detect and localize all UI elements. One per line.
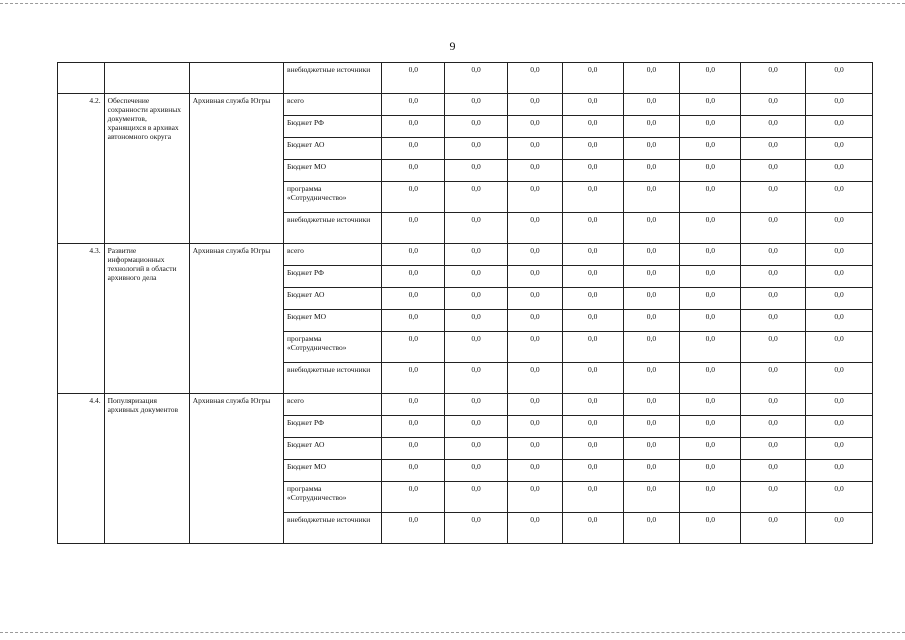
value-cell: 0,0 — [680, 266, 741, 288]
executor-cell: Архивная служба Югры — [189, 394, 283, 544]
value-cell: 0,0 — [382, 438, 445, 460]
value-cell: 0,0 — [680, 63, 741, 94]
value-cell: 0,0 — [382, 513, 445, 544]
value-cell: 0,0 — [508, 244, 563, 266]
value-cell: 0,0 — [382, 288, 445, 310]
value-cell: 0,0 — [680, 213, 741, 244]
value-cell: 0,0 — [623, 513, 680, 544]
table-row — [58, 244, 873, 266]
value-cell: 0,0 — [741, 182, 806, 213]
value-cell: 0,0 — [806, 288, 873, 310]
value-cell: 0,0 — [623, 213, 680, 244]
value-cell: 0,0 — [680, 138, 741, 160]
value-cell: 0,0 — [680, 182, 741, 213]
value-cell: 0,0 — [445, 394, 508, 416]
value-cell: 0,0 — [741, 513, 806, 544]
value-cell: 0,0 — [562, 332, 623, 363]
value-cell: 0,0 — [508, 116, 563, 138]
value-cell: 0,0 — [562, 213, 623, 244]
value-cell: 0,0 — [508, 394, 563, 416]
value-cell: 0,0 — [623, 288, 680, 310]
value-cell: 0,0 — [382, 213, 445, 244]
scan-edge-top — [0, 3, 905, 4]
value-cell: 0,0 — [741, 266, 806, 288]
table-row — [58, 394, 873, 416]
value-cell: 0,0 — [508, 482, 563, 513]
value-cell: 0,0 — [562, 438, 623, 460]
funding-source-cell: Бюджет РФ — [284, 116, 382, 138]
value-cell: 0,0 — [680, 438, 741, 460]
value-cell: 0,0 — [680, 363, 741, 394]
value-cell: 0,0 — [623, 332, 680, 363]
item-code-cell: 4.4. — [58, 394, 105, 544]
value-cell: 0,0 — [445, 94, 508, 116]
value-cell: 0,0 — [382, 394, 445, 416]
value-cell: 0,0 — [445, 160, 508, 182]
value-cell: 0,0 — [623, 116, 680, 138]
value-cell: 0,0 — [445, 288, 508, 310]
value-cell: 0,0 — [806, 482, 873, 513]
value-cell: 0,0 — [562, 394, 623, 416]
funding-source-cell: всего — [284, 394, 382, 416]
value-cell: 0,0 — [806, 438, 873, 460]
value-cell: 0,0 — [680, 288, 741, 310]
value-cell: 0,0 — [562, 482, 623, 513]
value-cell: 0,0 — [623, 363, 680, 394]
value-cell: 0,0 — [445, 363, 508, 394]
value-cell: 0,0 — [445, 513, 508, 544]
funding-source-cell: всего — [284, 244, 382, 266]
value-cell: 0,0 — [806, 513, 873, 544]
value-cell: 0,0 — [382, 94, 445, 116]
value-cell: 0,0 — [562, 288, 623, 310]
item-name-cell: Развитие информационных технологий в области архивного дела — [104, 244, 189, 394]
value-cell: 0,0 — [806, 116, 873, 138]
value-cell: 0,0 — [508, 182, 563, 213]
value-cell: 0,0 — [806, 394, 873, 416]
funding-source-cell: Бюджет МО — [284, 160, 382, 182]
value-cell: 0,0 — [562, 416, 623, 438]
value-cell: 0,0 — [741, 244, 806, 266]
value-cell: 0,0 — [741, 288, 806, 310]
value-cell: 0,0 — [741, 213, 806, 244]
value-cell: 0,0 — [382, 160, 445, 182]
value-cell: 0,0 — [680, 116, 741, 138]
value-cell: 0,0 — [445, 438, 508, 460]
value-cell: 0,0 — [623, 416, 680, 438]
funding-source-cell: Бюджет АО — [284, 438, 382, 460]
value-cell: 0,0 — [680, 160, 741, 182]
value-cell: 0,0 — [806, 332, 873, 363]
value-cell: 0,0 — [562, 244, 623, 266]
value-cell: 0,0 — [562, 94, 623, 116]
value-cell: 0,0 — [806, 266, 873, 288]
value-cell: 0,0 — [741, 310, 806, 332]
item-name-cell — [104, 63, 189, 94]
funding-source-cell: Бюджет АО — [284, 288, 382, 310]
value-cell: 0,0 — [680, 244, 741, 266]
value-cell: 0,0 — [623, 482, 680, 513]
value-cell: 0,0 — [382, 266, 445, 288]
page-number: 9 — [449, 39, 456, 53]
funding-source-cell: Бюджет МО — [284, 460, 382, 482]
funding-source-cell: Бюджет РФ — [284, 416, 382, 438]
value-cell: 0,0 — [382, 363, 445, 394]
value-cell: 0,0 — [382, 63, 445, 94]
value-cell: 0,0 — [382, 482, 445, 513]
value-cell: 0,0 — [562, 116, 623, 138]
value-cell: 0,0 — [741, 363, 806, 394]
value-cell: 0,0 — [741, 138, 806, 160]
value-cell: 0,0 — [741, 460, 806, 482]
value-cell: 0,0 — [680, 394, 741, 416]
value-cell: 0,0 — [382, 460, 445, 482]
executor-cell — [189, 63, 283, 94]
value-cell: 0,0 — [741, 116, 806, 138]
funding-source-cell: Бюджет МО — [284, 310, 382, 332]
funding-source-cell: внебюджетные источники — [284, 63, 382, 94]
value-cell: 0,0 — [806, 363, 873, 394]
value-cell: 0,0 — [741, 394, 806, 416]
value-cell: 0,0 — [508, 332, 563, 363]
value-cell: 0,0 — [508, 310, 563, 332]
value-cell: 0,0 — [382, 310, 445, 332]
value-cell: 0,0 — [445, 244, 508, 266]
value-cell: 0,0 — [508, 363, 563, 394]
value-cell: 0,0 — [623, 138, 680, 160]
value-cell: 0,0 — [445, 182, 508, 213]
value-cell: 0,0 — [623, 182, 680, 213]
value-cell: 0,0 — [806, 160, 873, 182]
value-cell: 0,0 — [562, 460, 623, 482]
funding-source-cell: программа «Сотрудничество» — [284, 482, 382, 513]
value-cell: 0,0 — [508, 513, 563, 544]
value-cell: 0,0 — [562, 182, 623, 213]
value-cell: 0,0 — [741, 416, 806, 438]
value-cell: 0,0 — [680, 482, 741, 513]
value-cell: 0,0 — [680, 310, 741, 332]
value-cell: 0,0 — [445, 332, 508, 363]
value-cell: 0,0 — [623, 460, 680, 482]
value-cell: 0,0 — [562, 513, 623, 544]
value-cell: 0,0 — [623, 266, 680, 288]
value-cell: 0,0 — [508, 213, 563, 244]
item-code-cell — [58, 63, 105, 94]
value-cell: 0,0 — [806, 460, 873, 482]
value-cell: 0,0 — [508, 63, 563, 94]
value-cell: 0,0 — [741, 482, 806, 513]
value-cell: 0,0 — [508, 416, 563, 438]
value-cell: 0,0 — [382, 116, 445, 138]
value-cell: 0,0 — [680, 513, 741, 544]
value-cell: 0,0 — [508, 94, 563, 116]
scan-edge-bottom — [0, 632, 905, 633]
value-cell: 0,0 — [623, 244, 680, 266]
item-name-cell: Популяризация архивных документов — [104, 394, 189, 544]
executor-cell: Архивная служба Югры — [189, 244, 283, 394]
value-cell: 0,0 — [562, 63, 623, 94]
value-cell: 0,0 — [806, 213, 873, 244]
value-cell: 0,0 — [382, 416, 445, 438]
value-cell: 0,0 — [382, 332, 445, 363]
value-cell: 0,0 — [382, 138, 445, 160]
funding-source-cell: программа «Сотрудничество» — [284, 332, 382, 363]
value-cell: 0,0 — [445, 63, 508, 94]
funding-source-cell: всего — [284, 94, 382, 116]
value-cell: 0,0 — [445, 310, 508, 332]
value-cell: 0,0 — [562, 310, 623, 332]
item-code-cell: 4.2. — [58, 94, 105, 244]
value-cell: 0,0 — [508, 460, 563, 482]
value-cell: 0,0 — [445, 266, 508, 288]
value-cell: 0,0 — [382, 244, 445, 266]
value-cell: 0,0 — [445, 213, 508, 244]
value-cell: 0,0 — [680, 460, 741, 482]
funding-source-cell: внебюджетные источники — [284, 363, 382, 394]
value-cell: 0,0 — [445, 138, 508, 160]
value-cell: 0,0 — [623, 160, 680, 182]
item-code-cell: 4.3. — [58, 244, 105, 394]
value-cell: 0,0 — [623, 94, 680, 116]
value-cell: 0,0 — [508, 160, 563, 182]
value-cell: 0,0 — [806, 310, 873, 332]
value-cell: 0,0 — [680, 94, 741, 116]
value-cell: 0,0 — [562, 266, 623, 288]
value-cell: 0,0 — [806, 416, 873, 438]
item-name-cell: Обеспечение сохранности архивных документов, хранящихся в архивах автономного округа — [104, 94, 189, 244]
value-cell: 0,0 — [806, 63, 873, 94]
funding-source-cell: Бюджет РФ — [284, 266, 382, 288]
value-cell: 0,0 — [806, 244, 873, 266]
value-cell: 0,0 — [562, 160, 623, 182]
value-cell: 0,0 — [741, 63, 806, 94]
value-cell: 0,0 — [445, 460, 508, 482]
value-cell: 0,0 — [741, 438, 806, 460]
value-cell: 0,0 — [680, 416, 741, 438]
value-cell: 0,0 — [445, 116, 508, 138]
value-cell: 0,0 — [623, 63, 680, 94]
value-cell: 0,0 — [508, 138, 563, 160]
value-cell: 0,0 — [806, 94, 873, 116]
value-cell: 0,0 — [806, 138, 873, 160]
value-cell: 0,0 — [508, 266, 563, 288]
value-cell: 0,0 — [445, 482, 508, 513]
value-cell: 0,0 — [680, 332, 741, 363]
value-cell: 0,0 — [445, 416, 508, 438]
executor-cell: Архивная служба Югры — [189, 94, 283, 244]
funding-source-cell: внебюджетные источники — [284, 213, 382, 244]
value-cell: 0,0 — [508, 438, 563, 460]
value-cell: 0,0 — [623, 394, 680, 416]
value-cell: 0,0 — [741, 160, 806, 182]
value-cell: 0,0 — [741, 94, 806, 116]
funding-source-cell: программа «Сотрудничество» — [284, 182, 382, 213]
budget-table — [57, 62, 873, 544]
value-cell: 0,0 — [382, 182, 445, 213]
table-row — [58, 94, 873, 116]
funding-source-cell: внебюджетные источники — [284, 513, 382, 544]
value-cell: 0,0 — [562, 138, 623, 160]
value-cell: 0,0 — [623, 310, 680, 332]
value-cell: 0,0 — [741, 332, 806, 363]
value-cell: 0,0 — [562, 363, 623, 394]
value-cell: 0,0 — [806, 182, 873, 213]
value-cell: 0,0 — [623, 438, 680, 460]
value-cell: 0,0 — [508, 288, 563, 310]
table-row — [58, 63, 873, 94]
funding-source-cell: Бюджет АО — [284, 138, 382, 160]
